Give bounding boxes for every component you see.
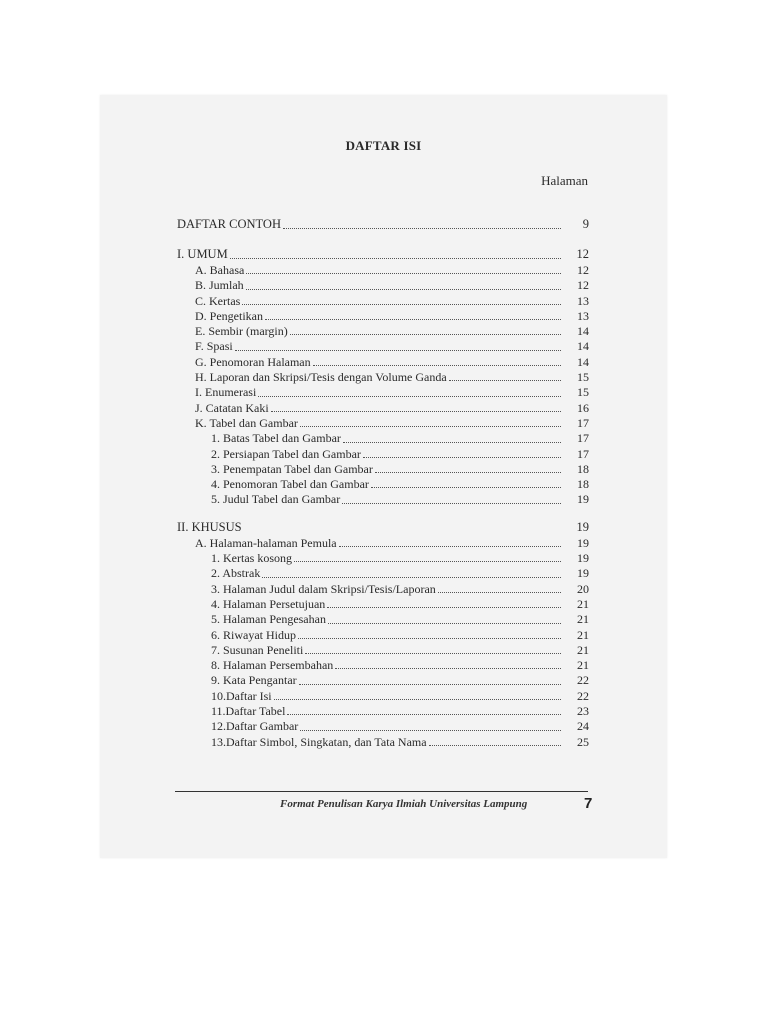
toc-entry-label: J. Catatan Kaki bbox=[195, 400, 269, 415]
page-title: DAFTAR ISI bbox=[345, 138, 422, 153]
toc-entry-label: 10.Daftar Isi bbox=[211, 688, 272, 703]
toc-entry-page: 19 bbox=[577, 535, 589, 550]
toc-entry bbox=[177, 704, 589, 719]
toc-entry bbox=[177, 628, 589, 643]
toc-entry-page: 19 bbox=[577, 566, 589, 581]
toc-leader-dots bbox=[235, 349, 561, 351]
toc-entry bbox=[177, 416, 589, 431]
toc-leader-dots bbox=[300, 729, 561, 731]
toc-entry-page: 24 bbox=[577, 719, 589, 734]
toc-entry-page: 18 bbox=[577, 461, 589, 476]
toc-entry bbox=[177, 294, 589, 309]
toc-leader-dots bbox=[262, 576, 561, 578]
toc-entry bbox=[177, 431, 589, 446]
toc-entry-page: 13 bbox=[577, 308, 589, 323]
toc-entry bbox=[177, 735, 589, 750]
toc-entry-label: 1. Kertas kosong bbox=[211, 551, 292, 566]
toc-leader-dots bbox=[342, 502, 561, 504]
toc-entry-label: II. KHUSUS bbox=[177, 519, 242, 534]
toc-entry bbox=[177, 612, 589, 627]
toc-entry-label: 5. Judul Tabel dan Gambar bbox=[211, 492, 341, 507]
toc-leader-dots bbox=[287, 713, 561, 715]
toc-entry-label: 7. Susunan Peneliti bbox=[211, 642, 304, 657]
toc-entry bbox=[177, 324, 589, 339]
toc-entry-label: A. Bahasa bbox=[195, 263, 245, 277]
footer-page-number: 7 bbox=[584, 795, 593, 812]
toc-entry bbox=[177, 551, 589, 566]
toc-leader-dots bbox=[271, 410, 561, 412]
toc-entry-label: 8. Halaman Persembahan bbox=[211, 658, 334, 673]
toc-leader-dots bbox=[375, 471, 561, 473]
toc-leader-dots bbox=[290, 333, 561, 335]
toc-entry-label: 2. Persiapan Tabel dan Gambar bbox=[211, 446, 361, 461]
toc-leader-dots bbox=[258, 395, 561, 397]
toc-leader-dots bbox=[371, 486, 561, 488]
toc-entry-label: I. Enumerasi bbox=[195, 385, 257, 400]
toc-entry-label: 4. Penomoran Tabel dan Gambar bbox=[211, 477, 369, 492]
toc-leader-dots bbox=[299, 683, 561, 685]
toc-entry bbox=[177, 582, 589, 597]
toc-entry-page: 13 bbox=[577, 293, 589, 308]
toc-entry-page: 9 bbox=[582, 217, 589, 231]
toc-entry bbox=[177, 643, 589, 658]
toc-entry-label: I. UMUM bbox=[177, 247, 228, 261]
toc-leader-dots bbox=[343, 441, 561, 443]
toc-entry-page: 19 bbox=[577, 551, 589, 566]
toc-entry bbox=[177, 263, 589, 278]
toc-entry bbox=[177, 245, 589, 263]
table-of-contents bbox=[177, 215, 589, 750]
toc-leader-dots bbox=[339, 545, 561, 547]
toc-entry-page: 14 bbox=[577, 354, 589, 369]
toc-entry-page: 19 bbox=[577, 492, 589, 507]
toc-entry-page: 20 bbox=[577, 581, 589, 596]
toc-entry-label: H. Laporan dan Skripsi/Tesis dengan Volume Ganda bbox=[195, 370, 447, 385]
toc-entry bbox=[177, 566, 589, 581]
toc-leader-dots bbox=[305, 652, 561, 654]
toc-entry bbox=[177, 689, 589, 704]
toc-entry-page: 14 bbox=[577, 339, 589, 354]
toc-entry-page: 15 bbox=[577, 385, 589, 400]
toc-entry bbox=[177, 462, 589, 477]
toc-leader-dots bbox=[327, 606, 561, 608]
toc-entry-label: 1. Batas Tabel dan Gambar bbox=[211, 431, 341, 446]
toc-entry bbox=[177, 658, 589, 673]
toc-entry-page: 12 bbox=[576, 247, 589, 261]
toc-entry-page: 21 bbox=[577, 612, 589, 627]
toc-entry-label: 12.Daftar Gambar bbox=[211, 719, 299, 734]
footer-rule bbox=[175, 791, 588, 792]
toc-leader-dots bbox=[274, 698, 561, 700]
toc-entry-label: 11.Daftar Tabel bbox=[211, 704, 286, 719]
toc-spacer bbox=[177, 233, 589, 245]
toc-entry-page: 12 bbox=[577, 263, 589, 277]
toc-leader-dots bbox=[313, 364, 561, 366]
toc-entry-page: 25 bbox=[577, 734, 589, 749]
toc-entry-label: 4. Halaman Persetujuan bbox=[211, 596, 326, 611]
toc-entry-label: 5. Halaman Pengesahan bbox=[211, 612, 326, 627]
toc-entry-page: 16 bbox=[577, 400, 589, 415]
toc-entry-label: 9. Kata Pengantar bbox=[211, 673, 297, 688]
toc-entry-label: K. Tabel dan Gambar bbox=[195, 415, 298, 430]
toc-entry bbox=[177, 385, 589, 400]
toc-leader-dots bbox=[449, 379, 561, 381]
toc-entry bbox=[177, 370, 589, 385]
toc-leader-dots bbox=[363, 456, 561, 458]
toc-entry-page: 15 bbox=[577, 370, 589, 385]
toc-entry bbox=[177, 518, 589, 536]
toc-spacer bbox=[177, 508, 589, 518]
toc-entry-label: DAFTAR CONTOH bbox=[177, 217, 281, 231]
toc-entry bbox=[177, 355, 589, 370]
toc-entry-page: 17 bbox=[577, 415, 589, 430]
toc-entry-page: 21 bbox=[577, 642, 589, 657]
toc-entry-page: 19 bbox=[576, 519, 589, 534]
toc-entry bbox=[177, 719, 589, 734]
toc-leader-dots bbox=[328, 622, 561, 624]
toc-leader-dots bbox=[230, 257, 561, 259]
toc-entry-page: 23 bbox=[577, 704, 589, 719]
toc-leader-dots bbox=[294, 560, 561, 562]
toc-entry bbox=[177, 215, 589, 233]
toc-entry-label: 3. Halaman Judul dalam Skripsi/Tesis/Laporan bbox=[211, 581, 436, 596]
toc-entry-label: D. Pengetikan bbox=[195, 308, 263, 323]
toc-entry bbox=[177, 477, 589, 492]
toc-entry bbox=[177, 309, 589, 324]
toc-entry-label: 13.Daftar Simbol, Singkatan, dan Tata Nama bbox=[211, 734, 427, 749]
toc-entry bbox=[177, 492, 589, 507]
toc-leader-dots bbox=[283, 227, 561, 229]
page-column-header: Halaman bbox=[541, 173, 588, 188]
toc-leader-dots bbox=[429, 744, 561, 746]
toc-entry-page: 22 bbox=[577, 688, 589, 703]
toc-entry bbox=[177, 597, 589, 612]
toc-entry-label: G. Penomoran Halaman bbox=[195, 354, 311, 369]
toc-leader-dots bbox=[438, 591, 561, 593]
toc-entry-label: C. Kertas bbox=[195, 293, 241, 308]
toc-entry-page: 12 bbox=[577, 278, 589, 293]
toc-entry-label: 6. Riwayat Hidup bbox=[211, 627, 296, 642]
toc-entry bbox=[177, 447, 589, 462]
toc-leader-dots bbox=[298, 637, 561, 639]
toc-entry-page: 21 bbox=[577, 658, 589, 673]
toc-leader-dots bbox=[265, 318, 561, 320]
toc-entry bbox=[177, 339, 589, 354]
toc-leader-dots bbox=[242, 303, 561, 305]
toc-leader-dots bbox=[246, 288, 561, 290]
footer-text: Format Penulisan Karya Ilmiah Universitas Lampung bbox=[280, 798, 528, 810]
toc-entry-label: A. Halaman-halaman Pemula bbox=[195, 535, 337, 550]
toc-entry bbox=[177, 401, 589, 416]
toc-leader-dots bbox=[244, 531, 561, 532]
toc-entry-page: 21 bbox=[577, 596, 589, 611]
toc-entry bbox=[177, 673, 589, 688]
toc-entry-label: B. Jumlah bbox=[195, 278, 244, 293]
toc-entry-label: E. Sembir (margin) bbox=[195, 324, 288, 339]
toc-leader-dots bbox=[300, 425, 561, 427]
toc-entry-label: 3. Penempatan Tabel dan Gambar bbox=[211, 461, 373, 476]
toc-leader-dots bbox=[246, 272, 561, 274]
toc-entry-page: 17 bbox=[577, 431, 589, 446]
toc-entry-page: 17 bbox=[577, 446, 589, 461]
document-page bbox=[100, 95, 667, 858]
toc-entry-page: 21 bbox=[577, 627, 589, 642]
toc-entry bbox=[177, 536, 589, 551]
toc-entry-label: 2. Abstrak bbox=[211, 566, 261, 581]
toc-entry-page: 18 bbox=[577, 477, 589, 492]
toc-leader-dots bbox=[335, 667, 561, 669]
toc-entry-label: F. Spasi bbox=[195, 339, 233, 354]
toc-entry bbox=[177, 278, 589, 293]
toc-entry-page: 22 bbox=[577, 673, 589, 688]
toc-entry-page: 14 bbox=[577, 324, 589, 339]
